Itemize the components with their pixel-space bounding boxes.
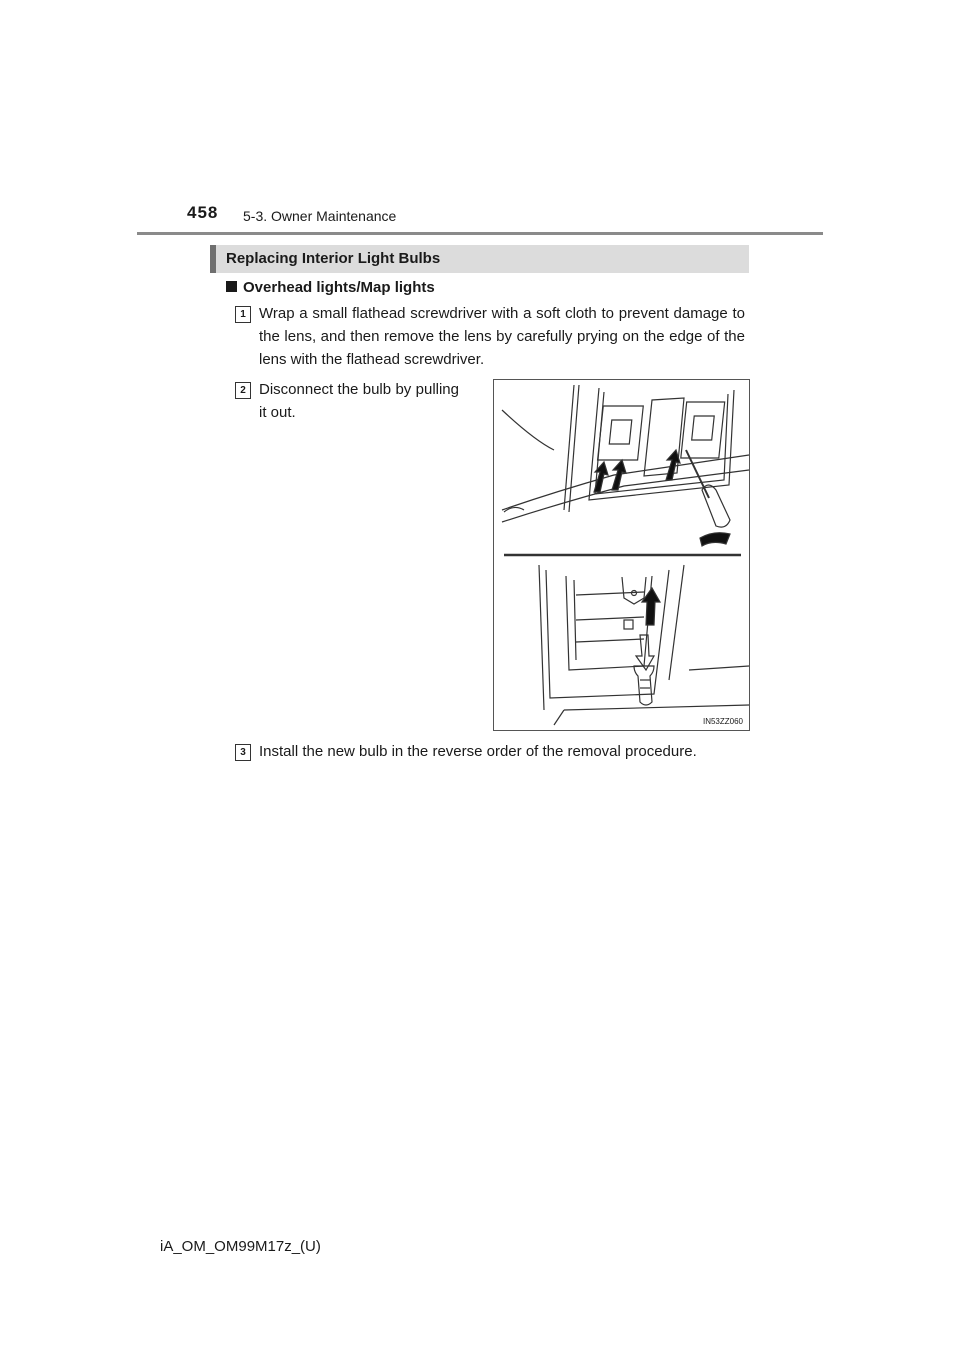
chapter-title: 5-3. Owner Maintenance xyxy=(243,208,397,224)
figure-code: IN53ZZ060 xyxy=(702,717,743,726)
step-text-3: Install the new bulb in the reverse order of the removal procedure. xyxy=(259,743,697,760)
document-id: iA_OM_OM99M17z_(U) xyxy=(160,1238,321,1255)
header-divider xyxy=(137,232,823,235)
subsection-title: Overhead lights/Map lights xyxy=(243,279,435,296)
step-number-3: 3 xyxy=(235,744,251,761)
step-text-2: Disconnect the bulb by pulling it out. xyxy=(259,381,459,421)
square-bullet-icon xyxy=(226,281,237,292)
step-number-1: 1 xyxy=(235,306,251,323)
overhead-light-drawing xyxy=(494,380,751,732)
page-number: 458 xyxy=(187,203,219,222)
illustration-overhead-light xyxy=(493,379,750,731)
step-text-1: Wrap a small flathead screwdriver with a soft cloth to prevent damage to the lens, and then remove the lens by carefully prying on the edge of the lens with the flathead screwdriver. xyxy=(259,305,745,368)
section-heading xyxy=(210,245,749,273)
subsection-heading xyxy=(226,279,435,296)
section-title: Replacing Interior Light Bulbs xyxy=(226,250,441,267)
step-number-2: 2 xyxy=(235,382,251,399)
